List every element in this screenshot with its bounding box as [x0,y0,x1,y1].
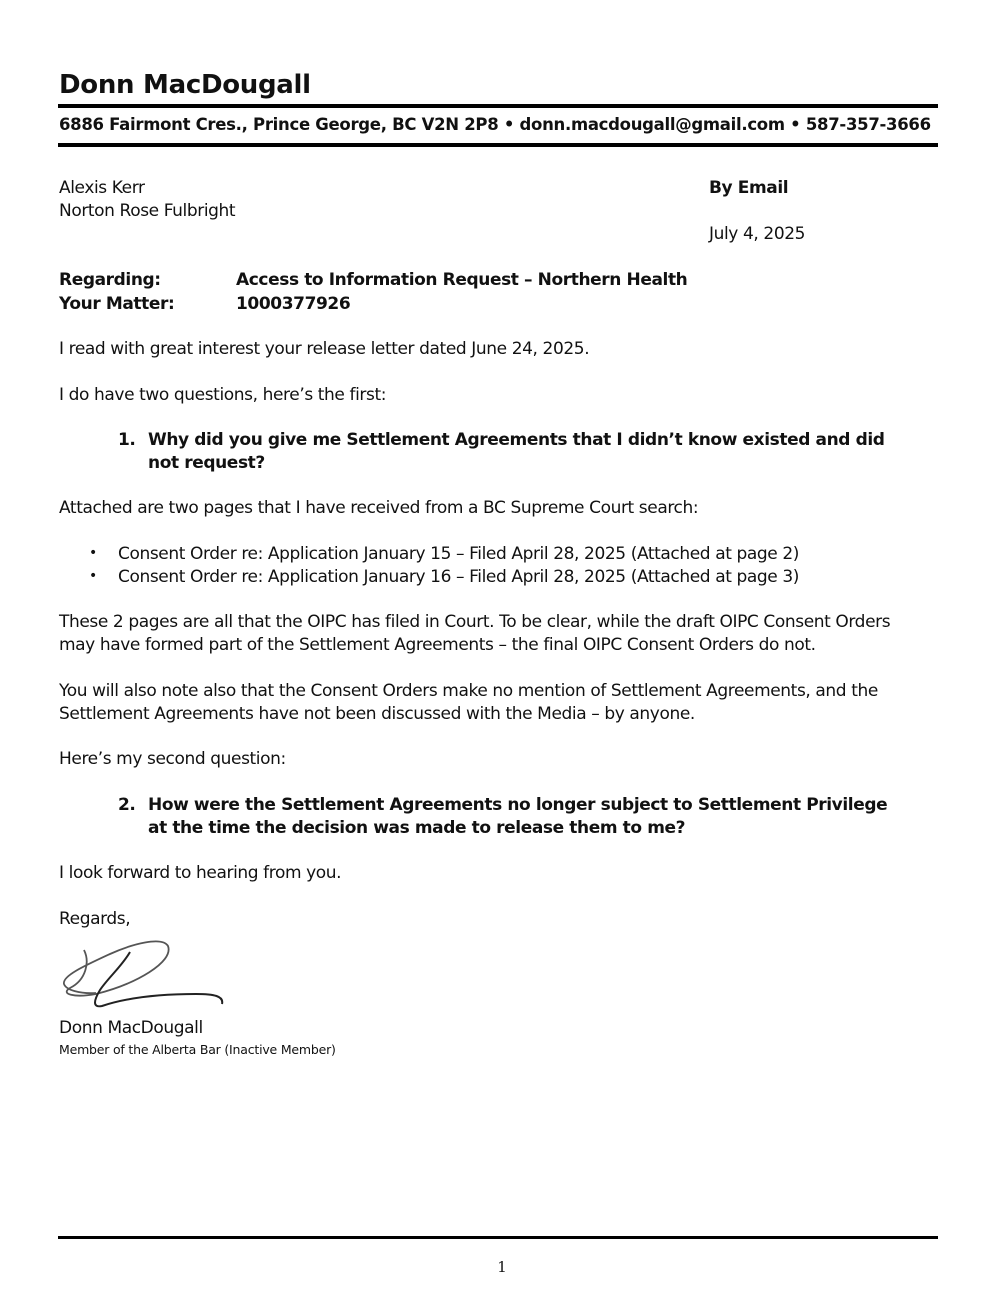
signature-name: Donn MacDougall [59,1018,203,1038]
footer-rule [58,1236,938,1239]
closing: Regards, [59,909,131,929]
question-2-line-2: at the time the decision was made to release them to me? [148,818,686,838]
letterhead-contact: 6886 Fairmont Cres., Prince George, BC V2N 2P8 • donn.macdougall@gmail.com • 587-357-3666 [59,115,931,134]
paragraph-4-line-1: These 2 pages are all that the OIPC has filed in Court. To be clear, while the draft OIPC Consent Orders [59,612,891,632]
question-1-number: 1. [118,430,136,450]
signature-tail-stroke [95,952,222,1006]
question-1-line-2: not request? [148,453,265,473]
bullet-icon: • [89,545,98,561]
signature-title: Member of the Alberta Bar (Inactive Member) [59,1042,336,1057]
signature-image [56,936,236,1016]
matter-value: 1000377926 [236,294,351,314]
paragraph-7: I look forward to hearing from you. [59,863,342,883]
paragraph-2: I do have two questions, here’s the first: [59,385,387,405]
regarding-label: Regarding: [59,270,161,290]
paragraph-6: Here’s my second question: [59,749,286,769]
paragraph-3: Attached are two pages that I have received from a BC Supreme Court search: [59,498,699,518]
paragraph-5-line-2: Settlement Agreements have not been discussed with the Media – by anyone. [59,704,695,724]
question-2-number: 2. [118,795,136,815]
page-number: 1 [497,1258,507,1276]
letterhead-top-rule [58,104,938,108]
letterhead-name: Donn MacDougall [59,70,311,100]
question-2-line-1: How were the Settlement Agreements no longer subject to Settlement Privilege [148,795,888,815]
recipient-name: Alexis Kerr [59,178,145,198]
list-item: Consent Order re: Application January 15 – Filed April 28, 2025 (Attached at page 2) [118,544,799,564]
letterhead-bottom-rule [58,143,938,147]
bullet-icon: • [89,568,98,584]
question-1-line-1: Why did you give me Settlement Agreements that I didn’t know existed and did [148,430,885,450]
paragraph-4-line-2: may have formed part of the Settlement Agreements – the final OIPC Consent Orders do not. [59,635,816,655]
recipient-firm: Norton Rose Fulbright [59,201,236,221]
paragraph-5-line-1: You will also note also that the Consent Orders make no mention of Settlement Agreements, and the [59,681,878,701]
letter-date: July 4, 2025 [709,224,806,244]
delivery-method: By Email [709,178,789,198]
signature-loop-stroke [64,941,169,995]
paragraph-1: I read with great interest your release letter dated June 24, 2025. [59,339,590,359]
matter-label: Your Matter: [59,294,175,314]
regarding-value: Access to Information Request – Northern Health [236,270,688,290]
list-item: Consent Order re: Application January 16 – Filed April 28, 2025 (Attached at page 3) [118,567,799,587]
